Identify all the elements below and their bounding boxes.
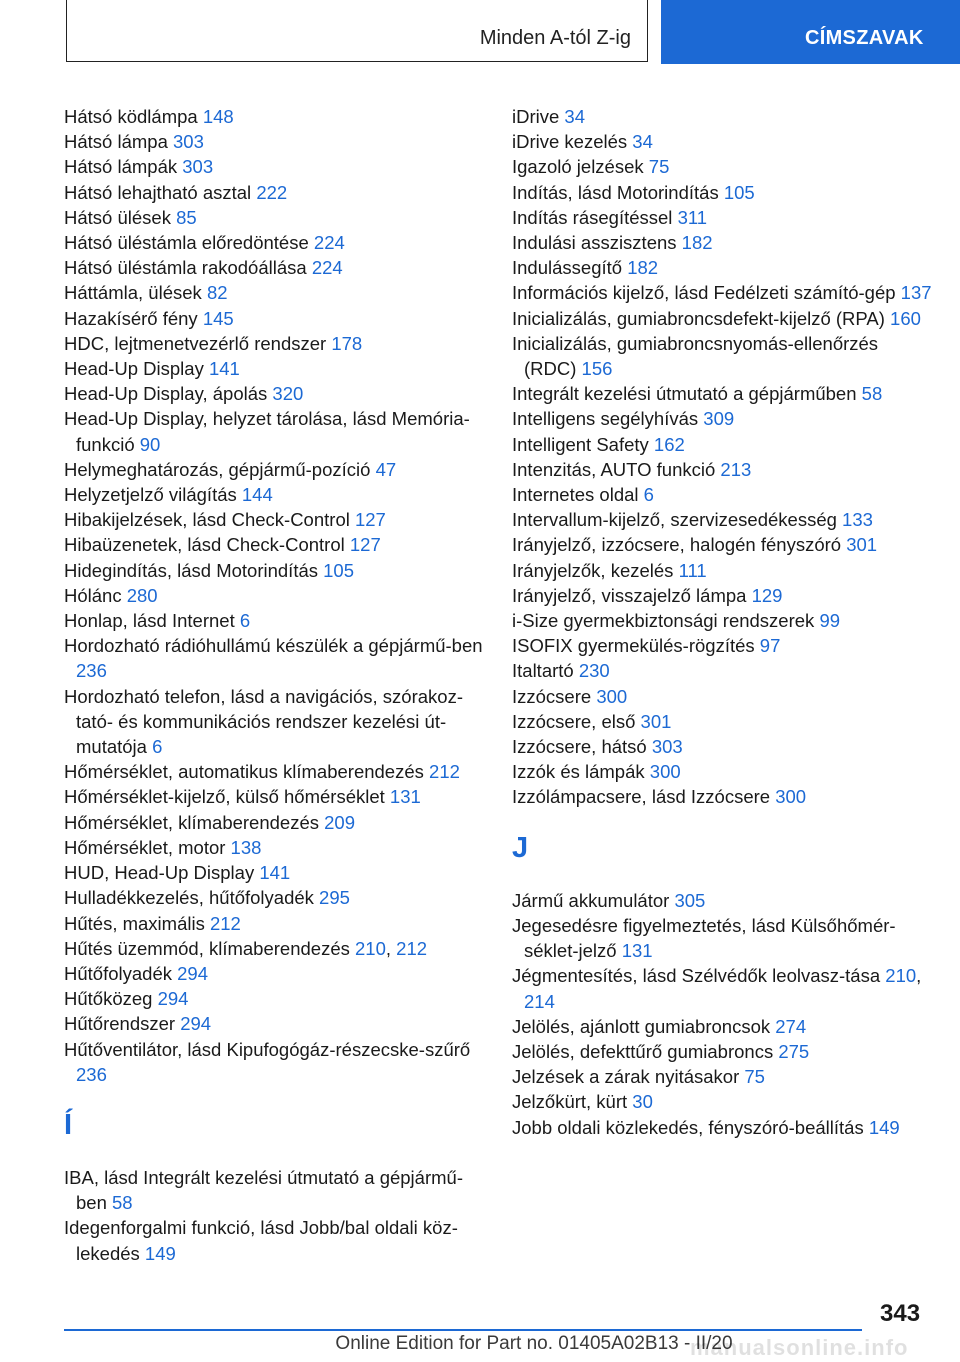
index-entry — [512, 888, 932, 913]
index-entry — [64, 104, 489, 129]
index-entry-term: Hibakijelzések, lásd Check-Control — [64, 509, 350, 531]
index-entry — [64, 255, 489, 280]
page-reference-link[interactable]: 149 — [144, 1242, 176, 1264]
page-reference-link[interactable]: 58 — [112, 1192, 133, 1214]
index-entry-term: Intervallum-kijelző, szervizesedékesség — [512, 509, 837, 531]
index-entry-term: Inicializálás, gumiabroncsnyomás-ellenőrzés (RDC) — [512, 332, 879, 380]
page-reference-link[interactable]: 133 — [842, 509, 873, 531]
index-entry — [64, 280, 489, 305]
page-reference-link[interactable]: 129 — [751, 584, 783, 606]
index-entry: Jégmentesítés, lásd Szélvédők leolvasz-tása 210, 214 — [512, 965, 922, 1012]
page-reference-link[interactable]: 294 — [177, 962, 208, 984]
page-reference-link[interactable]: 75 — [744, 1066, 765, 1088]
page-reference-link[interactable]: 182 — [681, 232, 713, 254]
index-entry — [64, 306, 489, 331]
index-entry — [64, 457, 489, 482]
page-reference-link[interactable]: 301 — [640, 710, 672, 732]
index-entry-term: Irányjelző, visszajelző lámpa — [512, 584, 747, 606]
index-entry-term: Honlap, lásd Internet — [64, 610, 235, 632]
page-reference-link[interactable]: 127 — [354, 509, 386, 531]
index-entry — [512, 457, 932, 482]
page-reference-link[interactable]: 99 — [819, 610, 841, 632]
index-entry-term: Hidegindítás, lásd Motorindítás — [64, 559, 318, 581]
index-entry-term: Hulladékkezelés, hűtőfolyadék — [64, 887, 314, 909]
index-entry-term: Hazakísérő fény — [64, 307, 198, 329]
index-entry-term: Jelölés, ajánlott gumiabroncsok — [512, 1015, 771, 1037]
index-entry — [512, 432, 932, 457]
index-entry — [512, 759, 932, 784]
index-entry — [64, 633, 489, 683]
index-entry-term: Hátsó lehajtható asztal — [64, 181, 252, 203]
index-entry — [512, 784, 932, 809]
index-entry — [512, 734, 932, 759]
index-entry-term: Hátsó lámpák — [64, 156, 178, 178]
page-reference-link[interactable]: 303 — [182, 156, 214, 178]
page-reference-link[interactable]: 320 — [272, 383, 304, 405]
index-entry-term: Indulássegítő — [512, 257, 623, 279]
page-reference-link[interactable]: 90 — [139, 433, 161, 455]
index-entry: Hűtés üzemmód, klímaberendezés 210, 212 — [64, 937, 428, 959]
index-entry — [512, 255, 932, 280]
index-entry-term: Hátsó lámpa — [64, 131, 168, 153]
header-section-box — [66, 0, 648, 62]
index-entry-term: Hátsó ködlámpa — [64, 106, 198, 127]
index-entry-term: Indítás, lásd Motorindítás — [512, 181, 719, 203]
index-entry — [512, 583, 932, 608]
index-entry — [64, 583, 489, 608]
page-reference-link[interactable]: 295 — [319, 887, 350, 909]
index-entry-term: Indítás rásegítéssel — [512, 206, 673, 228]
footer-divider — [64, 1329, 862, 1331]
footer-edition: Online Edition for Part no. 01405A02B13 - II/20 — [335, 1333, 733, 1354]
index-entry-term: IBA, lásd Integrált kezelési útmutató a gépjármű-ben — [64, 1166, 463, 1214]
page-reference-link[interactable]: 222 — [256, 181, 288, 203]
index-entry-term: Irányjelzők, kezelés — [512, 559, 674, 581]
index-entry-term: Jelzések a zárak nyitásakor — [512, 1066, 740, 1088]
index-entry — [512, 608, 932, 633]
index-entry-term: Hűtőventilátor, lásd Kipufogógáz-részecske-szűrő — [64, 1038, 471, 1060]
index-entry-term: Hordozható telefon, lásd a navigációs, szórakoz-tató- és kommunikációs rendszer kezelési út-mutatója — [64, 685, 463, 758]
page-reference-link[interactable]: 34 — [632, 131, 653, 153]
index-entry — [512, 684, 932, 709]
index-entry — [64, 835, 489, 860]
index-entry — [64, 558, 489, 583]
index-entry — [64, 205, 489, 230]
index-entry — [64, 810, 489, 835]
page-reference-link[interactable]: 212 — [209, 912, 241, 934]
index-entry — [64, 532, 489, 557]
index-entry — [64, 1165, 489, 1215]
index-entry-term: iDrive kezelés — [512, 131, 628, 153]
index-entry — [64, 129, 489, 154]
index-entry-term: Izzólámpacsere, lásd Izzócsere — [512, 786, 771, 808]
page-reference-link[interactable]: 97 — [759, 635, 781, 657]
index-entry — [64, 507, 489, 532]
index-entry-term: Háttámla, ülések — [64, 282, 202, 304]
index-entry-term: Hátsó ülések — [64, 206, 171, 228]
page-reference-link[interactable]: 141 — [208, 358, 240, 380]
page-reference-link[interactable]: 178 — [331, 332, 363, 354]
page-reference-link[interactable]: 149 — [868, 1116, 900, 1138]
page-reference-link[interactable]: 145 — [202, 307, 234, 329]
index-entry-term: Hőmérséklet, automatikus klímaberendezés — [64, 761, 424, 783]
index-entry-term: Idegenforgalmi funkció, lásd Jobb/bal oldali köz-lekedés — [64, 1217, 458, 1264]
index-entry — [64, 482, 489, 507]
index-entry-term: Integrált kezelési útmutató a gépjárműben — [512, 383, 857, 405]
index-entry — [64, 1215, 489, 1265]
section-title: Minden A-tól Z-ig — [479, 27, 631, 49]
index-entry-term: Intelligens segélyhívás — [512, 408, 699, 430]
index-entry — [512, 1039, 932, 1064]
page-reference-link[interactable]: 144 — [241, 484, 273, 506]
index-entry-term: Jegesedésre figyelmeztetés, lásd Külsőhőmér-séklet-jelző — [512, 914, 896, 962]
page-reference-link[interactable]: 82 — [206, 282, 228, 304]
page-reference-link[interactable]: 236 — [76, 660, 107, 682]
index-entry — [64, 381, 489, 406]
index-entry-term: Izzócsere — [512, 685, 592, 707]
chapter-tab[interactable]: CÍMSZAVAK — [661, 0, 960, 64]
index-entry — [512, 633, 932, 658]
index-entry-term: Hőmérséklet-kijelző, külső hőmérséklet — [64, 786, 385, 808]
page-reference-link[interactable]: 105 — [723, 181, 755, 203]
index-entry-term: Hőmérséklet, motor — [64, 836, 226, 858]
index-entry — [64, 784, 489, 809]
index-entry — [64, 1011, 489, 1036]
index-entry — [512, 658, 932, 683]
index-entry-term: Internetes oldal — [512, 484, 639, 506]
page-reference-link[interactable]: 224 — [311, 257, 343, 279]
page-reference-link[interactable]: 6 — [152, 736, 163, 758]
index-entry-term: Italtartó — [512, 660, 574, 682]
index-entry-term: Jobb oldali közlekedés, fényszóró-beállítás — [512, 1116, 864, 1138]
index-entry-term: Izzócsere, hátsó — [512, 736, 647, 758]
index-entry-term: Intelligent Safety — [512, 433, 649, 455]
page-reference-link[interactable]: 212 — [396, 937, 428, 959]
index-entry — [64, 961, 489, 986]
page-reference-link[interactable]: 294 — [157, 988, 189, 1010]
index-entry-term: Információs kijelző, lásd Fedélzeti számító-gép — [512, 282, 896, 304]
index-entry — [512, 306, 932, 331]
index-entry-term: Hőmérséklet, klímaberendezés — [64, 811, 319, 833]
index-entry — [512, 482, 932, 507]
index-entry — [512, 406, 932, 431]
index-entry-term: Head-Up Display, ápolás — [64, 383, 268, 405]
index-letter-heading: J — [512, 831, 529, 864]
index-entry-term: Helymeghatározás, gépjármű-pozíció — [64, 458, 371, 480]
index-entry-term: Intenzitás, AUTO funkció — [512, 458, 716, 480]
page-reference-link[interactable]: 137 — [900, 282, 932, 304]
index-entry — [64, 608, 489, 633]
page-reference-link[interactable]: 148 — [202, 106, 234, 127]
index-entry — [512, 507, 932, 532]
page-reference-link[interactable]: 127 — [349, 534, 381, 556]
page-reference-link[interactable]: 162 — [653, 433, 685, 455]
index-entry — [64, 885, 489, 910]
index-entry — [64, 406, 489, 456]
index-entry-term: Hordozható rádióhullámú készülék a gépjármű-ben — [64, 635, 483, 657]
index-entry — [64, 331, 489, 356]
index-entry — [64, 154, 489, 179]
page-reference-link[interactable]: 30 — [632, 1091, 653, 1113]
page-reference-link[interactable]: 230 — [578, 660, 610, 682]
page-reference-link[interactable]: 303 — [651, 736, 683, 758]
index-entry-term: Jelölés, defekttűrő gumiabroncs — [512, 1040, 774, 1062]
page-reference-link[interactable]: 274 — [775, 1015, 807, 1037]
page-reference-link[interactable]: 309 — [703, 408, 735, 430]
page-reference-link[interactable]: 75 — [648, 156, 670, 178]
page-reference-link[interactable]: 303 — [173, 131, 204, 153]
index-entry-term: Izzócsere, első — [512, 710, 636, 732]
index-entry — [64, 230, 489, 255]
index-entry-term: Hűtőfolyadék — [64, 962, 172, 984]
page-reference-link[interactable]: 214 — [524, 990, 555, 1012]
page-reference-link[interactable]: 224 — [313, 232, 345, 254]
index-entry — [512, 205, 932, 230]
index-entry-term: HUD, Head-Up Display — [64, 862, 255, 884]
index-entry — [512, 154, 932, 179]
index-entry — [512, 913, 932, 963]
page-reference-link[interactable]: 34 — [564, 106, 585, 127]
index-entry-term: Hűtőrendszer — [64, 1013, 176, 1035]
index-entry-term: Irányjelző, izzócsere, halogén fényszóró — [512, 534, 842, 556]
page-reference-link[interactable]: 6 — [643, 484, 654, 506]
index-entry-term: Hátsó üléstámla rakodóállása — [64, 257, 307, 279]
index-entry — [512, 532, 932, 557]
page-reference-link[interactable]: 58 — [861, 383, 883, 405]
index-entry-term: Hibaüzenetek, lásd Check-Control — [64, 534, 345, 556]
index-entry — [512, 331, 932, 381]
index-entry-term: iDrive — [512, 106, 560, 127]
page-reference-link[interactable]: 210 — [355, 937, 386, 959]
index-entry-term: Hólánc — [64, 584, 122, 606]
index-entry-term: Izzók és lámpák — [512, 761, 645, 783]
page-reference-link[interactable]: 141 — [259, 862, 291, 884]
index-entry-term: Head-Up Display, helyzet tárolása, lásd Memória-funkció — [64, 408, 470, 455]
index-entry — [512, 104, 932, 129]
index-entry — [512, 180, 932, 205]
index-entry — [512, 1089, 932, 1114]
page-reference-link[interactable]: 138 — [230, 836, 262, 858]
index-entry — [64, 356, 489, 381]
index-column-right — [512, 104, 932, 1140]
page-reference-link[interactable]: 300 — [649, 761, 681, 783]
index-entry — [512, 280, 932, 305]
index-entry-term: Hátsó üléstámla előredöntése — [64, 232, 309, 254]
index-entry — [64, 986, 489, 1011]
index-entry-term: Inicializálás, gumiabroncsdefekt-kijelző (RPA) — [512, 307, 885, 329]
index-entry — [64, 911, 489, 936]
page-reference-link[interactable]: 6 — [239, 610, 251, 632]
page-reference-link[interactable]: 275 — [778, 1040, 810, 1062]
index-entry — [64, 860, 489, 885]
index-entry-term: Helyzetjelző világítás — [64, 484, 237, 506]
index-entry-term: i-Size gyermekbiztonsági rendszerek — [512, 610, 815, 632]
index-entry — [512, 381, 932, 406]
index-entry — [64, 684, 489, 760]
page-reference-link[interactable]: 300 — [596, 685, 628, 707]
index-entry-term: Head-Up Display — [64, 358, 204, 380]
page-reference-link[interactable]: 131 — [621, 940, 653, 962]
page-reference-link[interactable]: 280 — [126, 584, 158, 606]
index-entry — [512, 1115, 932, 1140]
page-number: 343 — [880, 1300, 921, 1327]
index-letter-heading: Í — [64, 1108, 73, 1141]
index-entry-term: Hűtőközeg — [64, 988, 153, 1010]
page-reference-link[interactable]: 294 — [180, 1013, 212, 1035]
page-reference-link[interactable]: 182 — [627, 257, 659, 279]
page-reference-link[interactable]: 209 — [324, 811, 356, 833]
page-reference-link[interactable]: 105 — [323, 559, 355, 581]
index-entry-term: Indulási asszisztens — [512, 232, 677, 254]
index-entry — [512, 1064, 932, 1089]
index-entry — [512, 1014, 932, 1039]
page-reference-link[interactable]: 85 — [176, 206, 197, 228]
index-entry-term: HDC, lejtmenetvezérlő rendszer — [64, 332, 327, 354]
index-entry-term: Hűtés, maximális — [64, 912, 205, 934]
index-entry — [512, 558, 932, 583]
page-reference-link[interactable]: 305 — [674, 889, 706, 911]
page-reference-link[interactable]: 300 — [775, 786, 807, 808]
page-reference-link[interactable]: 213 — [720, 458, 752, 480]
page-reference-link[interactable]: 131 — [389, 786, 421, 808]
index-entry — [64, 180, 489, 205]
index-entry-term: Igazoló jelzések — [512, 156, 644, 178]
index-entry — [512, 230, 932, 255]
page-reference-link[interactable]: 212 — [429, 761, 460, 783]
page-reference-link[interactable]: 160 — [890, 307, 921, 329]
page-reference-link[interactable]: 311 — [677, 206, 708, 228]
index-entry-term: Jármű akkumulátor — [512, 889, 670, 911]
index-entry — [512, 129, 932, 154]
index-column-left — [64, 104, 489, 1266]
index-entry — [64, 1037, 489, 1087]
watermark-logo: manualsonline.info — [690, 1335, 909, 1360]
page-reference-link[interactable]: 236 — [76, 1063, 107, 1085]
index-entry-term: Jelzőkürt, kürt — [512, 1091, 628, 1113]
index-entry-term: Hűtés üzemmód, klímaberendezés — [64, 937, 350, 959]
page-reference-link[interactable]: 111 — [678, 559, 707, 581]
page-reference-link[interactable]: 47 — [375, 458, 397, 480]
index-entry — [512, 709, 932, 734]
page-reference-link[interactable]: 301 — [846, 534, 878, 556]
index-entry-term: Jégmentesítés, lásd Szélvédők leolvasz-tása — [512, 965, 881, 987]
index-entry-term: ISOFIX gyermekülés-rögzítés — [512, 635, 755, 657]
index-entry — [64, 759, 489, 784]
page-reference-link[interactable]: 156 — [581, 358, 613, 380]
page-reference-link[interactable]: 210 — [885, 965, 917, 987]
